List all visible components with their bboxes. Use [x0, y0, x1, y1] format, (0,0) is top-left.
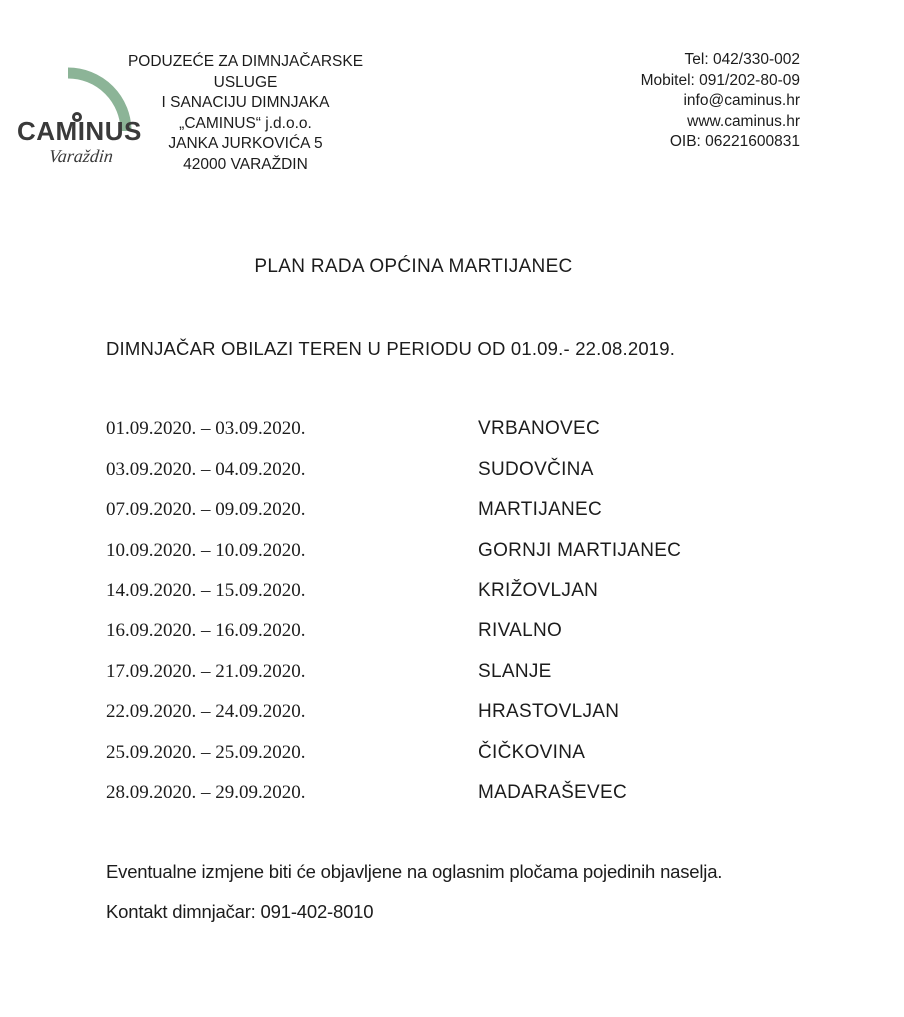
period-cell: 28.09.2020. – 29.09.2020.	[106, 782, 306, 804]
changes-note: Eventualne izmjene biti će objavljene na oglasnim pločama pojedinih naselja.	[106, 861, 723, 882]
place-cell: KRIŽOVLJAN	[478, 579, 599, 601]
place-cell: SLANJE	[478, 660, 552, 682]
table-row	[106, 530, 786, 570]
period-cell: 16.09.2020. – 16.09.2020.	[106, 620, 306, 642]
table-row	[106, 611, 786, 651]
table-row	[106, 773, 786, 813]
table-row	[106, 692, 786, 732]
contact-email: info@caminus.hr	[683, 92, 800, 110]
period-cell: 14.09.2020. – 15.09.2020.	[106, 579, 306, 601]
contact-note: Kontakt dimnjačar: 091-402-8010	[106, 901, 374, 922]
company-line: I SANACIJU DIMNJAKA	[161, 94, 330, 112]
period-cell: 25.09.2020. – 25.09.2020.	[106, 741, 306, 763]
place-cell: ČIČKOVINA	[478, 741, 586, 763]
table-row	[106, 490, 786, 530]
company-line: „CAMINUS“ j.d.o.o.	[179, 114, 312, 132]
contact-oib: OIB: 06221600831	[669, 133, 800, 151]
place-cell: HRASTOVLJAN	[478, 701, 620, 723]
table-row	[106, 571, 786, 611]
company-line: JANKA JURKOVIĆA 5	[168, 135, 323, 153]
company-line: 42000 VARAŽDIN	[183, 155, 308, 173]
period-cell: 22.09.2020. – 24.09.2020.	[106, 701, 306, 723]
place-cell: MARTIJANEC	[478, 499, 603, 521]
period-cell: 07.09.2020. – 09.09.2020.	[106, 499, 306, 521]
place-cell: MADARAŠEVEC	[478, 782, 628, 804]
table-row	[106, 449, 786, 489]
contact-info	[540, 50, 800, 153]
place-cell: SUDOVČINA	[478, 458, 594, 480]
schedule-table	[106, 409, 786, 813]
company-line: PODUZEĆE ZA DIMNJAČARSKE USLUGE	[127, 53, 364, 91]
table-row	[106, 652, 786, 692]
page-title: PLAN RADA OPĆINA MARTIJANEC	[254, 256, 573, 277]
period-cell: 17.09.2020. – 21.09.2020.	[106, 660, 306, 682]
period-cell: 10.09.2020. – 10.09.2020.	[106, 539, 306, 561]
schedule-subtitle: DIMNJAČAR OBILAZI TEREN U PERIODU OD 01.09.- 22.08.2019.	[106, 338, 676, 359]
place-cell: VRBANOVEC	[478, 418, 601, 440]
period-cell: 03.09.2020. – 04.09.2020.	[106, 458, 306, 480]
logo-city-text: Varaždin	[47, 146, 115, 166]
logo-brand-text: CAMINUS	[17, 116, 142, 146]
logo-ring-icon	[72, 112, 82, 122]
place-cell: GORNJI MARTIJANEC	[478, 539, 682, 561]
company-info	[105, 52, 386, 176]
period-cell: 01.09.2020. – 03.09.2020.	[106, 418, 306, 440]
contact-mobile: Mobitel: 091/202-80-09	[640, 71, 800, 89]
place-cell: RIVALNO	[478, 620, 563, 642]
table-row	[106, 733, 786, 773]
contact-phone: Tel: 042/330-002	[684, 51, 800, 68]
table-row	[106, 409, 786, 449]
contact-website: www.caminus.hr	[687, 112, 800, 130]
